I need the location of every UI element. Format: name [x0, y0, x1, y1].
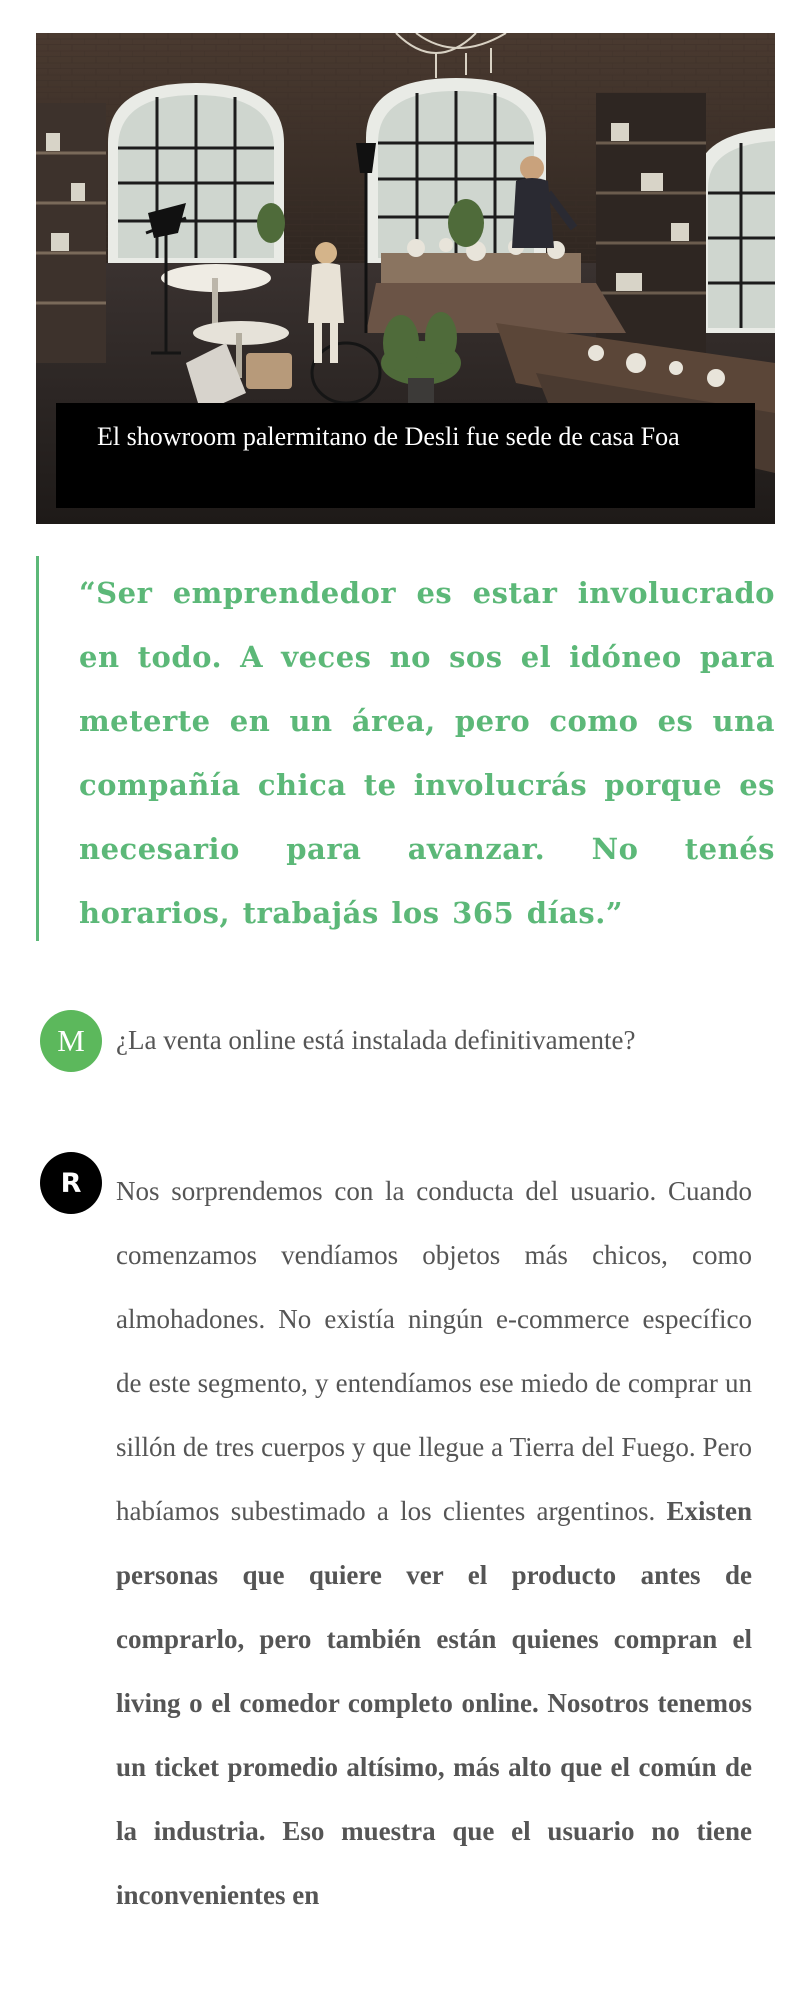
question-avatar-initial: M [57, 1023, 85, 1058]
interview-answer-bold-text: Existen personas que quiere ver el producto antes de comprarlo, pero también están quienes compran el living o el comedor completo online. Nosotros tenemos un ticket promedio altísimo, más alto que el común de la industria. Eso muestra que el usuario no tiene inconvenientes en [116, 1496, 753, 1910]
interview-answer-text: Nos sorprendemos con la conducta del usuario. Cuando comenzamos vendíamos objetos más chicos, como almohadones. No existía ningún e-commerce específico de este segmento, y entendíamos ese miedo de comprar un sillón de tres cuerpos y que llegue a Tierra del Fuego. Pero habíamos subestimado a los clientes argentinos. [116, 1176, 752, 1526]
pull-quote-text: “Ser emprendedor es estar involucrado en todo. A veces no sos el idóneo para meterte en un área, pero como es una compañía chica te involucrás porque es necesario para avanzar. No tenés horarios, trabajás los 365 días.” [79, 576, 775, 930]
interview-answer [116, 1159, 752, 1927]
answer-avatar-initial: R [60, 1167, 82, 1199]
interview-question: ¿La venta online está instalada definitivamente? [116, 1025, 636, 1055]
question-avatar [40, 1010, 102, 1072]
photo-caption-text: El showroom palermitano de Desli fue sede de casa Foa [97, 422, 680, 451]
showroom-photo [36, 33, 775, 524]
photo-caption [56, 403, 755, 508]
pull-quote [36, 556, 775, 941]
answer-avatar [40, 1152, 102, 1214]
window-right [696, 128, 775, 333]
window-left [108, 83, 284, 263]
